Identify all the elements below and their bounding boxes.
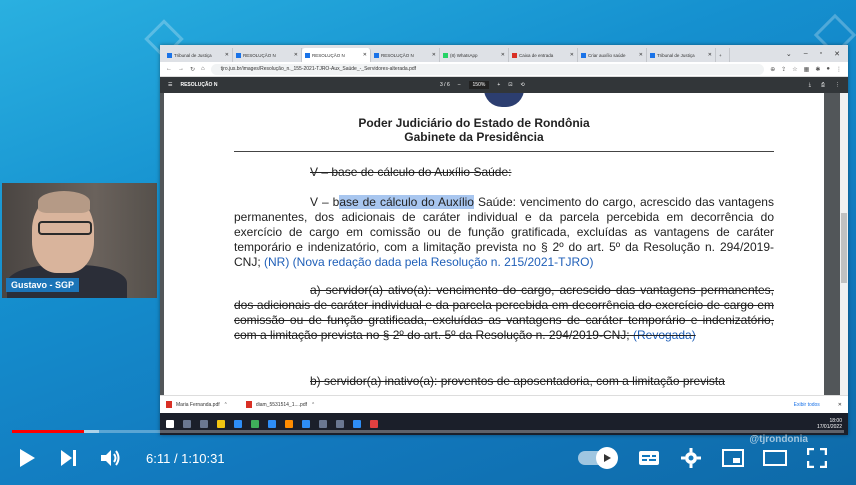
browser-tab[interactable] bbox=[164, 48, 233, 62]
browser-tab[interactable] bbox=[371, 48, 440, 62]
zoom-in-icon[interactable]: + bbox=[497, 82, 501, 88]
pdf-scrollbar[interactable] bbox=[840, 93, 848, 395]
url-field[interactable]: tjro.jus.br/images/Resolução_n._155-2021-TJRO-Aux_Saúde_-_Servidores-alterada.pdf bbox=[211, 64, 765, 75]
theater-mode-icon[interactable] bbox=[760, 443, 790, 473]
selected-text[interactable]: ase de cálculo do Auxílio bbox=[339, 195, 474, 209]
tab-label: RESOLUÇÃO N bbox=[243, 52, 276, 58]
edge-icon[interactable] bbox=[302, 420, 310, 428]
presenter-name-tag: Gustavo - SGP bbox=[6, 278, 79, 292]
pdf-right-controls bbox=[809, 82, 840, 88]
doc-header-office: Gabinete da Presidência bbox=[404, 130, 544, 144]
download-item[interactable] bbox=[246, 401, 315, 408]
presenter-hair bbox=[38, 191, 90, 213]
page-icon bbox=[167, 53, 172, 58]
page-icon bbox=[236, 53, 241, 58]
zoom-icon[interactable]: ⊕ bbox=[770, 66, 776, 73]
struck-line: V – base de cálculo do Auxílio Saúde: bbox=[310, 165, 512, 179]
pdf-center-controls bbox=[440, 81, 525, 89]
gmail-icon bbox=[512, 53, 517, 58]
download-item[interactable] bbox=[166, 401, 228, 408]
browser-window bbox=[160, 45, 848, 435]
close-icon[interactable]: ✕ bbox=[834, 51, 840, 58]
chrome-icon[interactable] bbox=[285, 420, 293, 428]
settings-gear-icon[interactable] bbox=[676, 443, 706, 473]
zoom-out-icon[interactable]: – bbox=[457, 82, 461, 88]
tab-label: Criar auxílio saúde bbox=[588, 52, 626, 58]
tab-close-icon[interactable]: ✕ bbox=[569, 52, 574, 58]
download-icon[interactable]: ⤓ bbox=[808, 82, 811, 88]
pdf-page bbox=[164, 93, 824, 395]
autoplay-play-icon bbox=[596, 447, 618, 469]
coat-of-arms-icon bbox=[484, 93, 524, 107]
browser-tab[interactable] bbox=[302, 48, 371, 62]
chevron-up-icon[interactable]: ⌃ bbox=[223, 401, 228, 408]
tab-label: Caixa de entrada bbox=[519, 52, 554, 58]
time-display: 6:11 / 1:10:31 bbox=[146, 450, 225, 466]
start-icon[interactable] bbox=[166, 420, 174, 428]
paragraph-b: b) servidor(a) inativo(a): proventos de aposentadoria, com a limitação prevista bbox=[310, 374, 725, 388]
para-a-body: a) servidor(a) ativo(a): vencimento do cargo, acrescido das vantagens permanentes, dos adicionais de caráter individual e da parcela percebida em decorrência do exercício de cargo em comissão ou de função gratificada, excluídas as vantagens de caráter temporário e indenizatório, com a limitação prevista no § 2º do art. 5º da Resolução n. 294/2019-CNJ; bbox=[234, 283, 774, 342]
tab-label: RESOLUÇÃO N bbox=[381, 52, 414, 58]
downloads-bar bbox=[160, 395, 848, 413]
progress-bar[interactable] bbox=[12, 430, 844, 433]
hamburger-menu-icon[interactable]: ☰ bbox=[168, 82, 173, 88]
doc-header-court: Poder Judiciário do Estado de Rondônia bbox=[358, 116, 590, 130]
download-label: Maria Fernanda.pdf bbox=[176, 401, 220, 408]
tab-close-icon[interactable]: ✕ bbox=[293, 52, 298, 58]
presenter-glasses bbox=[38, 221, 92, 235]
task-view-icon[interactable] bbox=[200, 420, 208, 428]
acrobat-icon[interactable] bbox=[370, 420, 378, 428]
store-icon[interactable] bbox=[319, 420, 327, 428]
play-icon[interactable] bbox=[12, 443, 42, 473]
pdf-title: RESOLUÇÃO N bbox=[180, 82, 218, 88]
maximize-icon[interactable]: ▫ bbox=[819, 50, 823, 57]
pdf-file-icon bbox=[166, 401, 172, 408]
pdf-viewer[interactable] bbox=[160, 93, 848, 395]
bookmark-star-icon[interactable]: ☆ bbox=[792, 66, 798, 73]
page-icon bbox=[305, 53, 310, 58]
browser-tab[interactable] bbox=[647, 48, 716, 62]
profile-icon[interactable]: ● bbox=[826, 66, 830, 72]
whatsapp-icon bbox=[443, 53, 448, 58]
tab-label: RESOLUÇÃO N bbox=[312, 52, 345, 58]
extensions-icon[interactable]: ▦ bbox=[803, 66, 810, 73]
browser-tab[interactable] bbox=[509, 48, 578, 62]
channel-watermark: @tjrondonia bbox=[749, 434, 808, 445]
new-tab-icon[interactable]: + bbox=[716, 48, 730, 62]
word-icon[interactable] bbox=[268, 420, 276, 428]
reload-icon[interactable]: ↻ bbox=[190, 66, 196, 73]
search-icon[interactable] bbox=[183, 420, 191, 428]
para-v-note: (NR) (Nova redação dada pela Resolução n. 215/2021-TJRO) bbox=[264, 255, 594, 269]
played-bar bbox=[12, 430, 84, 433]
zoom-level[interactable]: 150% bbox=[469, 81, 490, 89]
download-label: diam_5531514_1....pdf bbox=[255, 401, 307, 408]
browser-tab[interactable] bbox=[578, 48, 647, 62]
fullscreen-icon[interactable] bbox=[802, 443, 832, 473]
browser-tab[interactable] bbox=[233, 48, 302, 62]
volume-icon[interactable] bbox=[96, 443, 126, 473]
clock-date: 17/01/2022 bbox=[816, 424, 842, 430]
mail-icon[interactable] bbox=[234, 420, 242, 428]
app-icon[interactable] bbox=[336, 420, 344, 428]
menu-icon[interactable]: ⋮ bbox=[836, 66, 842, 73]
page-icon bbox=[581, 53, 586, 58]
file-explorer-icon[interactable] bbox=[217, 420, 225, 428]
excel-icon[interactable] bbox=[251, 420, 259, 428]
para-a-note: (Revogada) bbox=[629, 328, 696, 342]
fit-page-icon[interactable]: ⊡ bbox=[508, 82, 513, 88]
taskbar-clock[interactable] bbox=[817, 418, 842, 430]
tab-close-icon[interactable]: ✕ bbox=[224, 52, 229, 58]
page-indicator[interactable]: 3 / 6 bbox=[440, 82, 450, 88]
miniplayer-icon[interactable] bbox=[718, 443, 748, 473]
next-icon[interactable] bbox=[54, 443, 84, 473]
page-icon bbox=[374, 53, 379, 58]
tab-close-icon[interactable]: ✕ bbox=[500, 52, 505, 58]
tab-close-icon[interactable]: ✕ bbox=[638, 52, 643, 58]
rotate-icon[interactable]: ⟲ bbox=[520, 82, 525, 88]
paragraph-v bbox=[234, 195, 774, 270]
tab-label: Tribunal de Justiça bbox=[174, 52, 212, 58]
header-divider bbox=[234, 151, 774, 152]
clock-time: 18:00 bbox=[829, 418, 842, 424]
page-icon bbox=[650, 53, 655, 58]
address-bar bbox=[160, 62, 848, 77]
tab-label: (8) WhatsApp bbox=[450, 52, 478, 58]
pdf-toolbar bbox=[160, 77, 848, 93]
para-v-body: Saúde: vencimento do cargo, acrescido das vantagens permanentes, dos adicionais de caráter individual e da parcela percebida em decorrência do exercício de cargo em comissão ou de função gratificada, excluídas as vantagens de caráter temporário e indenizatório, com a limitação prevista no § 2º do art. 5º da Resolução n. 294/2019-CNJ; bbox=[234, 195, 774, 269]
back-icon[interactable]: ← bbox=[166, 66, 172, 72]
home-icon[interactable]: ⌂ bbox=[201, 66, 205, 72]
tab-close-icon[interactable]: ✕ bbox=[431, 52, 436, 58]
tab-close-icon[interactable]: ✕ bbox=[707, 52, 712, 58]
scrollbar-thumb[interactable] bbox=[841, 213, 847, 283]
browser-tab[interactable] bbox=[440, 48, 509, 62]
puzzle-icon[interactable]: ✱ bbox=[815, 66, 821, 73]
more-icon[interactable]: ⋮ bbox=[835, 82, 840, 88]
show-all-downloads-link[interactable]: Exibir todos bbox=[793, 401, 820, 408]
tab-bar bbox=[160, 45, 848, 62]
close-downloads-icon[interactable]: ✕ bbox=[837, 401, 842, 408]
paragraph-a bbox=[234, 283, 774, 343]
autoplay-toggle[interactable] bbox=[578, 451, 614, 465]
share-icon[interactable]: ⇪ bbox=[781, 66, 787, 73]
tab-label: Tribunal de Justiça bbox=[657, 52, 695, 58]
forward-icon[interactable]: → bbox=[178, 66, 184, 72]
subtitles-icon[interactable] bbox=[634, 443, 664, 473]
print-icon[interactable]: ⎙ bbox=[820, 82, 825, 88]
window-controls bbox=[786, 50, 848, 62]
player-controls bbox=[0, 440, 856, 476]
webcam-overlay bbox=[2, 183, 157, 298]
minimize-icon[interactable]: – bbox=[803, 50, 808, 57]
teams-icon[interactable] bbox=[353, 420, 361, 428]
pdf-file-icon bbox=[246, 401, 252, 408]
tab-close-icon[interactable]: ✕ bbox=[362, 52, 367, 58]
chevron-up-icon[interactable]: ⌃ bbox=[311, 401, 316, 408]
tab-search-icon[interactable]: ⌄ bbox=[785, 51, 792, 58]
para-v-prefix: V – b bbox=[310, 195, 340, 209]
